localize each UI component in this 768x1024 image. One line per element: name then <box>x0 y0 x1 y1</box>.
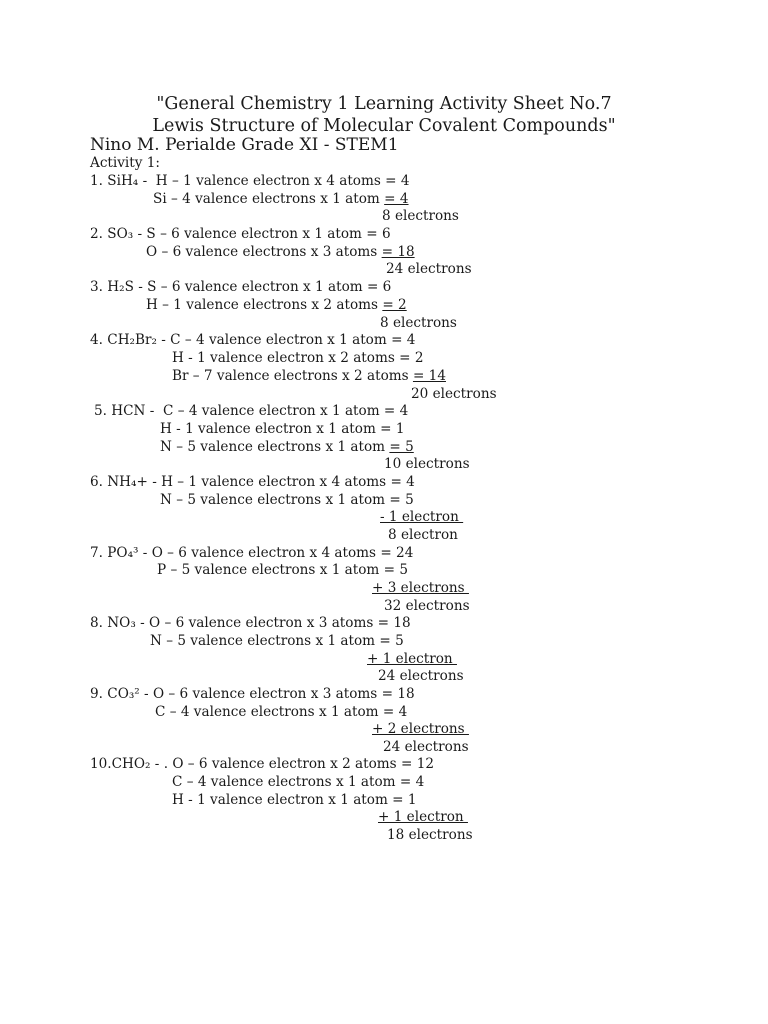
line-text: 9. CO₃² - O – 6 valence electron x 3 atoms = 18 <box>90 686 415 702</box>
line-text: 32 electrons <box>384 598 470 614</box>
line-text: 20 electrons <box>411 386 497 402</box>
underlined-total: - 1 electron <box>380 509 464 525</box>
item-6-line-2 <box>160 492 414 509</box>
item-2-line-1 <box>90 226 391 243</box>
author-line: Nino M. Perialde Grade XI - STEM1 <box>90 135 399 155</box>
item-8-line-2 <box>150 633 404 650</box>
item-6-line-4 <box>388 527 458 544</box>
item-5-line-3 <box>160 439 414 456</box>
line-text: H - 1 valence electron x 2 atoms = 2 <box>172 350 424 366</box>
underlined-total: = 5 <box>389 439 414 455</box>
line-text: 24 electrons <box>378 668 464 684</box>
line-text: 7. PO₄³ - O – 6 valence electron x 4 atoms = 24 <box>90 545 414 561</box>
line-text: N – 5 valence electrons x 1 atom = 5 <box>150 633 404 649</box>
item-7-line-3 <box>372 580 469 597</box>
item-3-line-3 <box>380 315 457 332</box>
line-text: H - 1 valence electron x 1 atom = 1 <box>160 421 405 437</box>
line-text: 1. SiH₄ - H – 1 valence electron x 4 atoms = 4 <box>90 173 410 189</box>
item-3-line-2 <box>146 297 407 314</box>
item-2-line-2 <box>146 244 415 261</box>
line-text: 4. CH₂Br₂ - C – 4 valence electron x 1 atom = 4 <box>90 332 416 348</box>
item-9-line-1 <box>90 686 415 703</box>
item-10-line-4 <box>378 809 468 826</box>
item-6-line-3 <box>380 509 463 526</box>
item-4-line-3 <box>172 368 446 385</box>
line-text: 5. HCN - C – 4 valence electron x 1 atom = 4 <box>94 403 409 419</box>
line-text: 2. SO₃ - S – 6 valence electron x 1 atom = 6 <box>90 226 391 242</box>
activity-label: Activity 1: <box>90 155 160 171</box>
line-text: N – 5 valence electrons x 1 atom = 5 <box>160 492 414 508</box>
item-10-line-3 <box>172 792 417 809</box>
line-text: 8 electron <box>388 527 458 543</box>
line-text: H – 1 valence electrons x 2 atoms <box>146 297 383 313</box>
item-3-line-1 <box>90 279 391 296</box>
line-text: N – 5 valence electrons x 1 atom <box>160 439 390 455</box>
line-text: 10 electrons <box>384 456 470 472</box>
item-7-line-4 <box>384 598 470 615</box>
line-text: C – 4 valence electrons x 1 atom = 4 <box>155 704 408 720</box>
line-text: 24 electrons <box>383 739 469 755</box>
item-8-line-3 <box>367 651 457 668</box>
underlined-total: = 2 <box>382 297 407 313</box>
line-text: 24 electrons <box>386 261 472 277</box>
item-10-line-2 <box>172 774 424 791</box>
line-text: Br – 7 valence electrons x 2 atoms <box>172 368 413 384</box>
underlined-total: = 18 <box>381 244 415 260</box>
item-6-line-1 <box>90 474 415 491</box>
line-text: Si – 4 valence electrons x 1 atom <box>153 191 385 207</box>
underlined-total: + 3 electrons <box>372 580 469 596</box>
item-1-line-3 <box>382 208 459 225</box>
item-8-line-4 <box>378 668 464 685</box>
line-text: C – 4 valence electrons x 1 atom = 4 <box>172 774 425 790</box>
line-text: 6. NH₄+ - H – 1 valence electron x 4 atoms = 4 <box>90 474 415 490</box>
item-9-line-2 <box>155 704 407 721</box>
line-text: 3. H₂S - S – 6 valence electron x 1 atom = 6 <box>90 279 392 295</box>
item-5-line-1 <box>94 403 408 420</box>
item-7-line-1 <box>90 545 413 562</box>
item-7-line-2 <box>157 562 408 579</box>
underlined-total: = 4 <box>384 191 409 207</box>
item-10-line-1 <box>90 756 434 773</box>
item-5-line-2 <box>160 421 405 438</box>
line-text: 18 electrons <box>387 827 473 843</box>
line-text: 8 electrons <box>380 315 457 331</box>
item-4-line-2 <box>172 350 424 367</box>
item-10-line-5 <box>387 827 473 844</box>
item-9-line-3 <box>372 721 469 738</box>
title-line-2: Lewis Structure of Molecular Covalent Compounds" <box>152 116 616 136</box>
title-line-1: "General Chemistry 1 Learning Activity Sheet No.7 <box>156 94 612 114</box>
item-1-line-1 <box>90 173 410 190</box>
line-text: H - 1 valence electron x 1 atom = 1 <box>172 792 417 808</box>
item-4-line-4 <box>411 386 497 403</box>
item-2-line-3 <box>386 261 472 278</box>
line-text: 10.CHO₂ - . O – 6 valence electron x 2 atoms = 12 <box>90 756 434 772</box>
line-text: O – 6 valence electrons x 3 atoms <box>146 244 382 260</box>
underlined-total: + 2 electrons <box>372 721 469 737</box>
line-text: 8. NO₃ - O – 6 valence electron x 3 atoms = 18 <box>90 615 411 631</box>
item-8-line-1 <box>90 615 411 632</box>
underlined-total: + 1 electron <box>378 809 468 825</box>
item-5-line-4 <box>384 456 470 473</box>
underlined-total: + 1 electron <box>367 651 457 667</box>
item-4-line-1 <box>90 332 415 349</box>
item-1-line-2 <box>153 191 409 208</box>
line-text: P – 5 valence electrons x 1 atom = 5 <box>157 562 408 578</box>
line-text: 8 electrons <box>382 208 459 224</box>
underlined-total: = 14 <box>412 368 446 384</box>
item-9-line-4 <box>383 739 469 756</box>
